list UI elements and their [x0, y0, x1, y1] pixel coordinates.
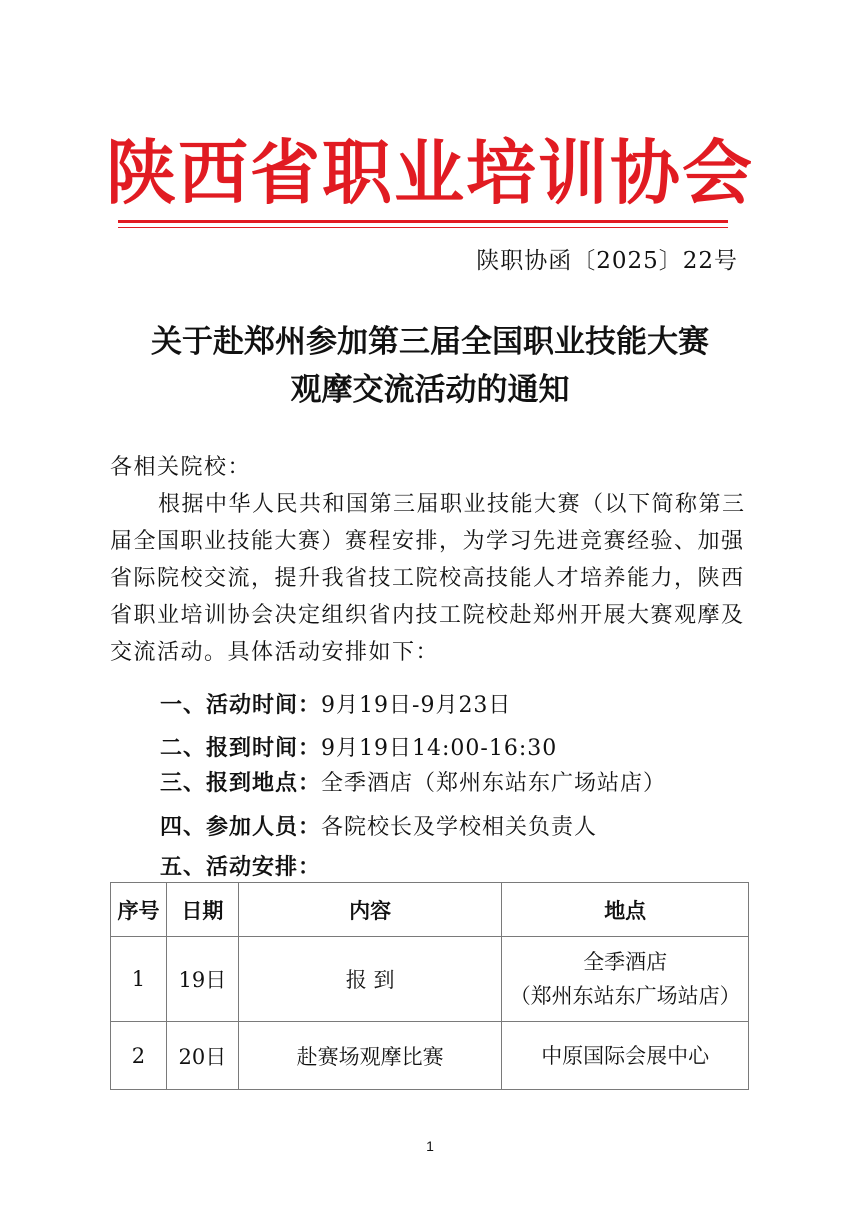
table-header-row [111, 883, 749, 937]
body-paragraph-line: 届全国职业技能大赛）赛程安排，为学习先进竞赛经验、加强 [110, 529, 745, 554]
table-row [111, 1022, 749, 1090]
cell-number: 1 [111, 937, 167, 1022]
item-value: 全季酒店（郑州东站东广场站店） [321, 771, 667, 796]
cell-content: 报 到 [238, 937, 502, 1022]
item-activity-time [160, 688, 511, 719]
cell-date: 20日 [166, 1022, 238, 1090]
item-value: 各院校长及学校相关负责人 [321, 815, 598, 840]
salutation: 各相关院校： [110, 455, 252, 480]
cell-number: 2 [111, 1022, 167, 1090]
schedule-table [110, 882, 749, 1090]
letterhead-rule-thick [118, 220, 728, 223]
notice-title-line-1: 关于赴郑州参加第三届全国职业技能大赛 [151, 324, 709, 360]
table-row [111, 937, 749, 1022]
item-checkin-time [160, 731, 557, 762]
body-paragraph-line: 省际院校交流，提升我省技工院校高技能人才培养能力，陕西 [110, 566, 745, 591]
body-paragraph-line: 根据中华人民共和国第三届职业技能大赛（以下简称第三 [158, 492, 746, 517]
letterhead-rule-thin [118, 227, 728, 228]
item-value: 9月19日14:00-16:30 [321, 736, 558, 761]
column-header-place: 地点 [502, 883, 749, 937]
org-letterhead-title: 陕西省职业培训协会 [106, 132, 754, 214]
column-header-date: 日期 [166, 883, 238, 937]
page-number: 1 [426, 1138, 434, 1154]
item-heading: 二、报到时间： [160, 736, 322, 761]
item-heading: 四、参加人员： [160, 815, 322, 840]
column-header-content: 内容 [238, 883, 502, 937]
document-number: 陕职协函〔2025〕22号 [476, 248, 738, 274]
item-participants [160, 810, 597, 841]
body-paragraph-line: 交流活动。具体活动安排如下： [110, 640, 440, 665]
item-checkin-location [160, 766, 666, 797]
cell-content: 赴赛场观摩比赛 [238, 1022, 502, 1090]
cell-place [502, 1022, 749, 1090]
cell-place [502, 937, 749, 1022]
item-heading: 五、活动安排： [160, 855, 322, 880]
item-value: 9月19日-9月23日 [321, 693, 512, 718]
body-paragraph-line: 省职业培训协会决定组织省内技工院校赴郑州开展大赛观摩及 [110, 603, 745, 628]
column-header-number: 序号 [111, 883, 167, 937]
notice-title-line-2: 观摩交流活动的通知 [290, 372, 570, 408]
place-line: （郑州东站东广场站店） [509, 984, 741, 1008]
item-heading: 一、活动时间： [160, 693, 322, 718]
place-line: 全季酒店 [583, 950, 668, 974]
place-line: 中原国际会展中心 [541, 1043, 710, 1068]
item-heading: 三、报到地点： [160, 771, 322, 796]
cell-date: 19日 [166, 937, 238, 1022]
item-schedule-heading [160, 850, 321, 881]
